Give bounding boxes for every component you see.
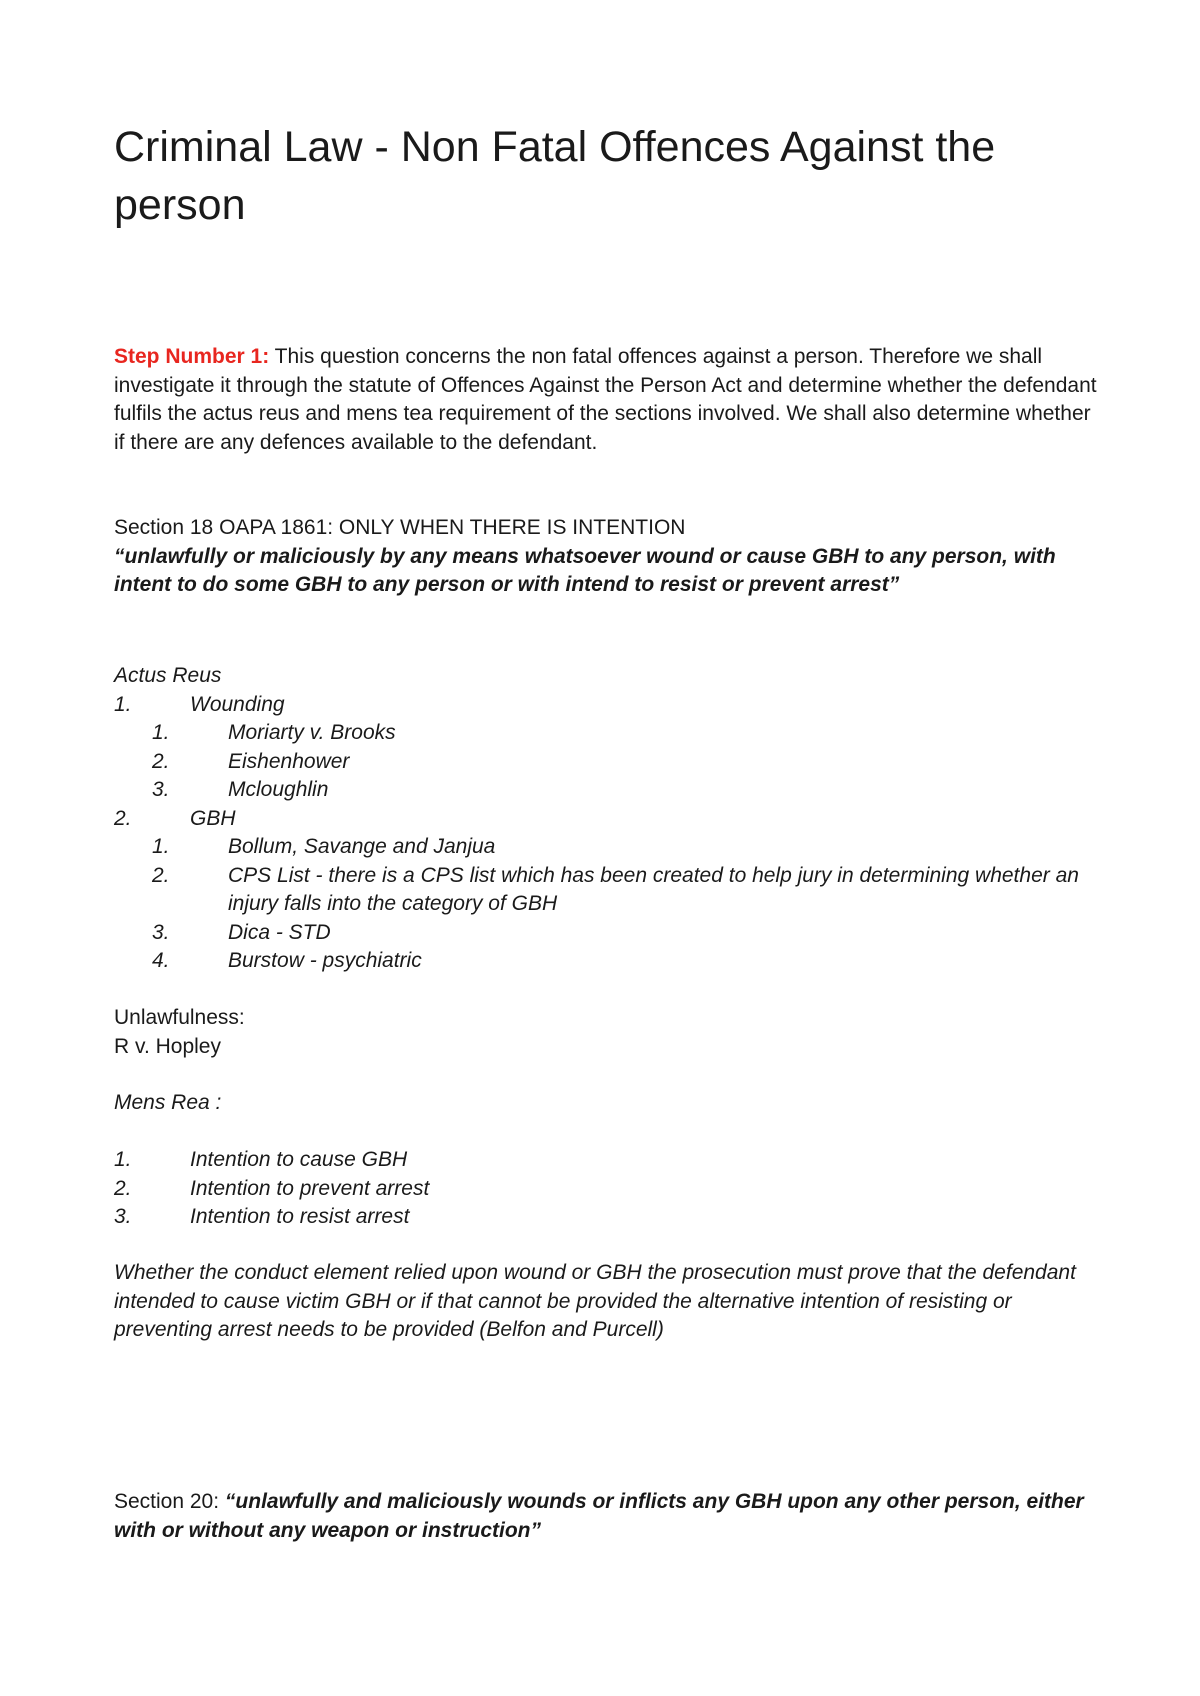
case-name: Bollum, Savange and Janjua	[228, 835, 496, 858]
cps-list-note: CPS List - there is a CPS list which has been created to help jury in determining whether an injury falls into the category of GBH	[228, 863, 1079, 915]
section20-label: Section 20:	[114, 1490, 220, 1513]
list-item-label: Wounding	[190, 692, 285, 716]
case-name: Dica - STD	[228, 920, 331, 944]
list-item: 1. Wounding	[114, 691, 1104, 720]
step-label: Step Number 1:	[114, 345, 270, 368]
step-paragraph	[114, 343, 1104, 457]
mens-rea-list	[114, 1089, 1104, 1232]
list-item: 2. Eishenhower	[114, 748, 1104, 777]
list-item-label: Intention to cause GBH	[190, 1148, 408, 1171]
step-text: This question concerns the non fatal offences against a person. Therefore we shall investigate it through the statute of Offences Against the Person Act and determine whether the defendant fulfils the actus reus and mens tea requirement of the sections involved. We shall also determine whether if there are any defences available to the defendant.	[114, 345, 1097, 454]
list-item: 1. Moriarty v. Brooks	[114, 719, 1104, 748]
section18-quote: “unlawfully or maliciously by any means whatsoever wound or cause GBH to any person, with intent to do some GBH to any person or with intend to resist or prevent arrest”	[114, 544, 1056, 596]
section20-block	[114, 1488, 1104, 1545]
case-name: Eishenhower	[228, 749, 350, 773]
list-item-label: Intention to prevent arrest	[190, 1176, 430, 1200]
list-item: 4. Burstow - psychiatric	[114, 947, 1104, 976]
list-item: 2. CPS List - there is a CPS list which has been created to help jury in determining whether an injury falls into the category of GBH	[114, 862, 1104, 919]
list-item: 3. Mcloughlin	[114, 776, 1104, 805]
unlawfulness-case: R v. Hopley	[114, 1034, 221, 1058]
list-item-label: Intention to resist arrest	[190, 1205, 410, 1228]
mens-rea-note: Whether the conduct element relied upon wound or GBH the prosecution must prove that the defendant intended to cause victim GBH or if that cannot be provided the alternative intention of resisting or preventing arrest needs to be provided (Belfon and Purcell)	[114, 1261, 1076, 1341]
list-item: 3. Dica - STD	[114, 919, 1104, 948]
actus-reus-list	[114, 662, 1104, 976]
case-name: Burstow - psychiatric	[228, 949, 422, 972]
case-name: Mcloughlin	[228, 778, 329, 801]
list-item: 3. Intention to resist arrest	[114, 1203, 1104, 1232]
list-item: 2. GBH	[114, 805, 1104, 834]
list-item: 1. Intention to cause GBH	[114, 1146, 1104, 1175]
section20-quote: “unlawfully and maliciously wounds or inflicts any GBH upon any other person, either with or without any weapon or instruction”	[114, 1490, 1084, 1542]
actus-reus-heading: Actus Reus	[114, 664, 222, 687]
list-item: 2. Intention to prevent arrest	[114, 1175, 1104, 1204]
list-item: 1. Bollum, Savange and Janjua	[114, 833, 1104, 862]
unlawfulness-block	[114, 1004, 1104, 1061]
list-item-label: GBH	[190, 806, 236, 830]
mens-rea-heading: Mens Rea :	[114, 1091, 222, 1114]
section18-block	[114, 514, 1104, 600]
document-title: Criminal Law - Non Fatal Offences Against the person	[114, 123, 996, 229]
section18-heading: Section 18 OAPA 1861: ONLY WHEN THERE IS INTENTION	[114, 516, 686, 539]
case-name: Moriarty v. Brooks	[228, 721, 396, 744]
unlawfulness-heading: Unlawfulness:	[114, 1006, 245, 1029]
